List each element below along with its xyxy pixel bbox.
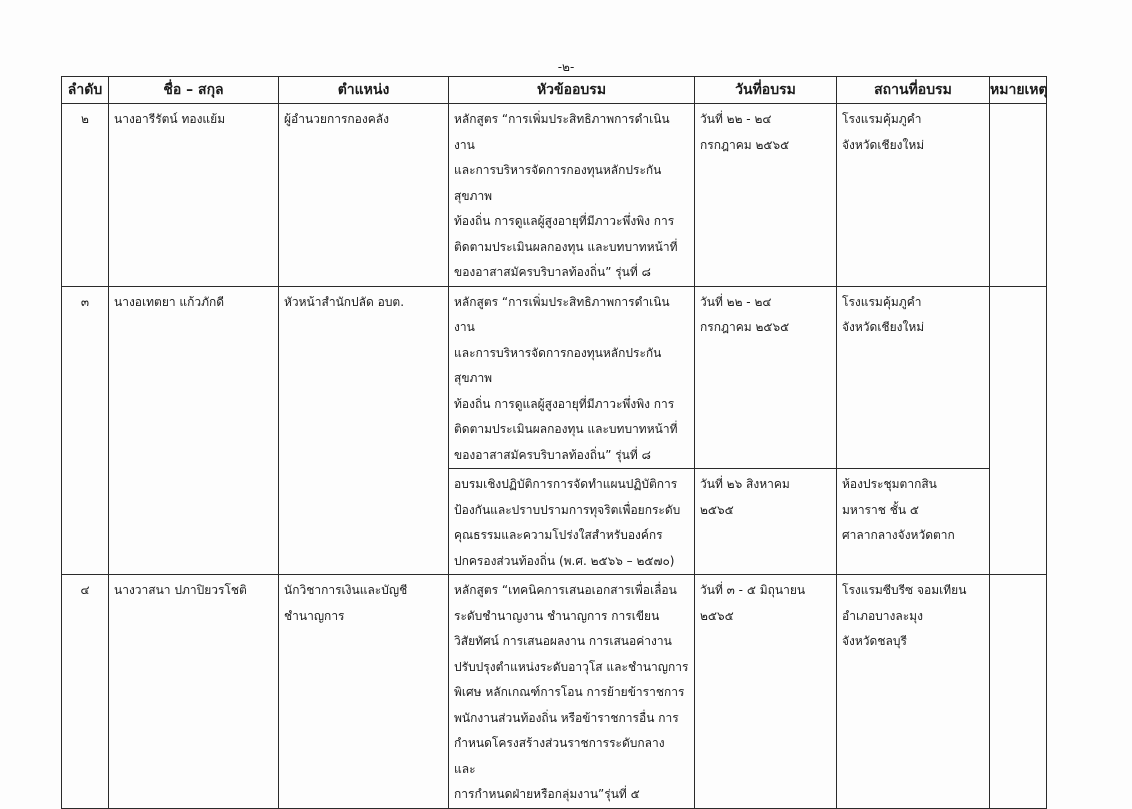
table-row <box>62 286 1047 469</box>
date-text: วันที่ ๒๒ - ๒๔ กรกฎาคม ๒๕๖๕ <box>700 112 790 152</box>
remark-cell <box>990 104 1047 287</box>
order-text: ๒ <box>81 112 89 126</box>
table-row <box>62 104 1047 287</box>
header-position: ตำแหน่ง <box>279 77 449 104</box>
name-text: นางอเทตยา แก้วภักดี <box>114 294 225 309</box>
topic-cell <box>449 104 695 287</box>
topic-text: หลักสูตร “การเพิ่มประสิทธิภาพการดำเนินงาน และการบริหารจัดการกองทุนหลักประกันสุขภาพ ท้องถิ่น การดูแลผู้สูงอายุที่มีภาวะพึ่งพิง การ ติดตามประเมินผลกองทุน และบทบาทหน้าที่ ของอาสาสมัครบริบาลท้องถิ่น” รุ่นที่ ๘ <box>454 112 678 279</box>
place-cell <box>837 575 990 809</box>
date-cell <box>695 286 837 469</box>
topic-cell <box>449 575 695 809</box>
training-table <box>61 76 1047 809</box>
date-cell <box>695 104 837 287</box>
place-text: โรงแรมคุ้มภูคำ จังหวัดเชียงใหม่ <box>842 294 925 334</box>
place-text-2: ห้องประชุมตากสิน มหาราช ชั้น ๕ ศาลากลางจังหวัดตาก <box>842 477 955 542</box>
date-text: วันที่ ๒๒ - ๒๔ กรกฎาคม ๒๕๖๕ <box>700 294 790 334</box>
name-text: นางอารีรัตน์ ทองแย้ม <box>114 112 226 126</box>
header-order: ลำดับ <box>62 77 109 104</box>
name-cell <box>109 575 279 809</box>
topic-cell <box>449 286 695 469</box>
header-remark: หมายเหตุ <box>990 77 1047 104</box>
order-cell <box>62 286 109 575</box>
position-text: หัวหน้าสำนักปลัด อบต. <box>284 294 405 309</box>
order-text: ๓ <box>80 294 90 309</box>
place-text: โรงแรมคุ้มภูคำ จังหวัดเชียงใหม่ <box>842 112 925 152</box>
page-number: -๒- <box>557 60 575 74</box>
date-cell-2 <box>695 469 837 575</box>
order-text: ๔ <box>80 583 90 597</box>
place-text: โรงแรมซีบรีซ จอมเทียน อำเภอบางละมุง จังหวัดชลบุรี <box>842 583 967 648</box>
header-topic: หัวข้ออบรม <box>449 77 695 104</box>
remark-cell <box>990 286 1047 575</box>
name-cell <box>109 286 279 575</box>
place-cell <box>837 286 990 469</box>
position-cell <box>279 575 449 809</box>
topic-text-2: อบรมเชิงปฏิบัติการการจัดทำแผนปฏิบัติการ ป้องกันและปราบปรามการทุจริตเพื่อยกระดับ คุณธรรมและความโปร่งใสสำหรับองค์กร ปกครองส่วนท้องถิ่น (พ.ศ. ๒๕๖๖ – ๒๕๗๐) <box>454 477 681 568</box>
position-text: ผู้อำนวยการกองคลัง <box>284 112 389 126</box>
name-text: นางวาสนา ปภาปิยวรโชติ <box>114 583 247 597</box>
header-row <box>62 77 1047 104</box>
position-cell <box>279 286 449 575</box>
place-cell <box>837 104 990 287</box>
date-cell <box>695 575 837 809</box>
remark-cell <box>990 575 1047 809</box>
position-text: นักวิชาการเงินและบัญชี ชำนาญการ <box>284 583 408 623</box>
name-cell <box>109 104 279 287</box>
topic-cell-2 <box>449 469 695 575</box>
header-place: สถานที่อบรม <box>837 77 990 104</box>
date-text: วันที่ ๓ - ๕ มิถุนายน ๒๕๖๕ <box>700 583 806 623</box>
order-cell <box>62 575 109 809</box>
topic-text: หลักสูตร “การเพิ่มประสิทธิภาพการดำเนินงาน และการบริหารจัดการกองทุนหลักประกันสุขภาพ ท้องถิ่น การดูแลผู้สูงอายุที่มีภาวะพึ่งพิง การ ติดตามประเมินผลกองทุน และบทบาทหน้าที่ ของอาสาสมัครบริบาลท้องถิ่น” รุ่นที่ ๘ <box>454 294 678 462</box>
date-text-2: วันที่ ๒๖ สิงหาคม ๒๕๖๕ <box>700 477 790 517</box>
order-cell <box>62 104 109 287</box>
table-row <box>62 575 1047 809</box>
position-cell <box>279 104 449 287</box>
topic-text: หลักสูตร “เทคนิคการเสนอเอกสารเพื่อเลื่อน ระดับชำนาญงาน ชำนาญการ การเขียน วิสัยทัศน์ การเสนอผลงาน การเสนอค่างาน ปรับปรุงตำแหน่งระดับอาวุโส และชำนาญการ พิเศษ หลักเกณฑ์การโอน การย้ายข้าราชการ พนักงานส่วนท้องถิ่น หรือข้าราชการอื่น การ กำหนดโครงสร้างส่วนราชการระดับกลาง และ การกำหนดฝ่ายหรือกลุ่มงาน”รุ่นที่ ๕ <box>454 583 689 801</box>
place-cell-2 <box>837 469 990 575</box>
header-name: ชื่อ – สกุล <box>109 77 279 104</box>
header-date: วันที่อบรม <box>695 77 837 104</box>
